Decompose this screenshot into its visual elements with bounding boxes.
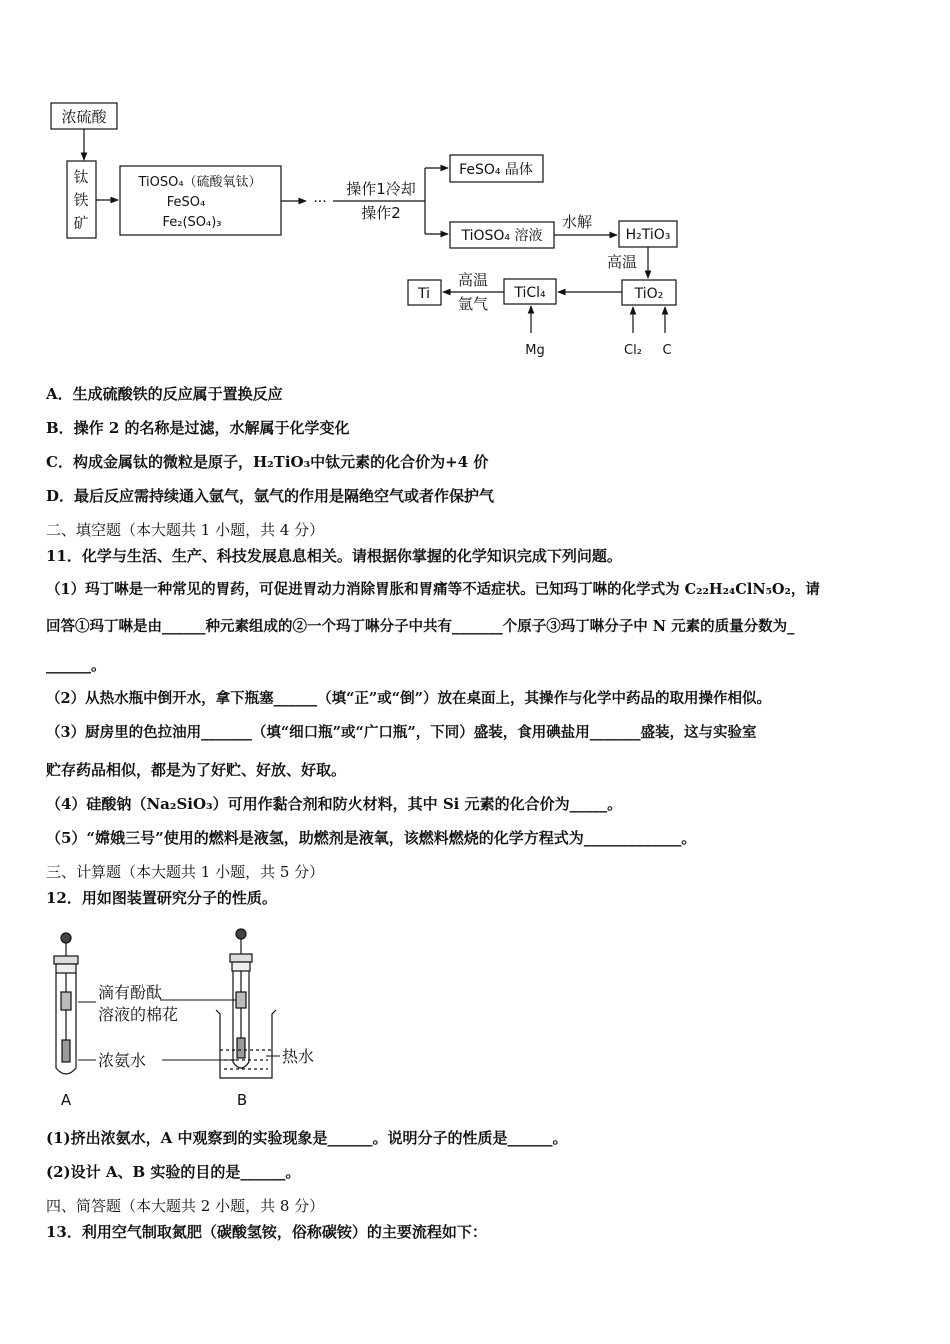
feso4-label: FeSO₄ 晶体 [459,162,533,178]
ore-char-3: 矿 [73,214,89,232]
label-a: A [60,1091,72,1109]
process-flowchart [0,0,950,370]
op-label-bottom: 操作2 [361,204,401,222]
q12-sub2: (2)设计 A、B 实验的目的是______。 [46,1163,301,1181]
q12-stem: 12．用如图装置研究分子的性质。 [46,889,277,907]
label-ammonia: 浓氨水 [98,1051,147,1070]
option-d: D．最后反应需持续通入氩气，氩气的作用是隔绝空气或者作保护气 [46,487,495,505]
q11-part2: （2）从热水瓶中倒开水，拿下瓶塞______（填“正”或“倒”）放在桌面上，其操作与化学中药品的取用操作相似。 [46,690,771,707]
q11-part1-line2: 回答①玛丁啉是由______种元素组成的②一个玛丁啉分子中共有_______个原子③玛丁啉分子中 N 元素的质量分数为_ [46,618,795,635]
apparatus-diagram [40,922,360,1118]
q11-part4: （4）硅酸钠（Na₂SiO₃）可用作黏合剂和防火材料，其中 Si 元素的化合价为_____。 [46,795,623,813]
section-2-heading: 二、填空题（本大题共 1 小题，共 4 分） [46,521,325,539]
q11-part1-line3: ______。 [46,656,107,674]
tube-b [230,929,252,1068]
mix-line-2: FeSO₄ [166,195,206,210]
label-b: B [236,1091,248,1109]
ticl4-label: TiCl₄ [514,285,546,301]
option-c: C．构成金属钛的微粒是原子，H₂TiO₃中钛元素的化合价为+4 价 [46,453,489,471]
q11-part3-line2: 贮存药品相似，都是为了好贮、好放、好取。 [46,761,347,779]
q11-part5: （5）“嫦娥三号”使用的燃料是液氢，助燃剂是液氧，该燃料燃烧的化学方程式为_____________。 [46,829,697,847]
ti-label: Ti [417,286,431,302]
c-label: C [662,343,672,358]
q12-sub1: (1)挤出浓氨水，A 中观察到的实验现象是______。说明分子的性质是______。 [46,1129,568,1147]
label-cotton-2: 溶液的棉花 [98,1005,179,1024]
h2tio3-label: H₂TiO₃ [625,227,671,243]
mix-line-3: Fe₂(SO₄)₃ [162,215,222,230]
section-4-heading: 四、简答题（本大题共 2 小题，共 8 分） [46,1197,325,1215]
tube-a [54,933,78,1074]
q11-part3-line1: （3）厨房里的色拉油用_______（填“细口瓶”或“广口瓶”，下同）盛装，食用碘盐用_______盛装，这与实验室 [46,724,757,741]
ore-char-1: 钛 [73,168,89,186]
mix-line-1: TiOSO₄（硫酸氧钛） [138,175,262,190]
beaker [216,1010,276,1078]
ore-char-2: 铁 [73,191,89,209]
q11-stem: 11．化学与生活、生产、科技发展息息相关。请根据你掌握的化学知识完成下列问题。 [46,547,622,565]
label-cotton-1: 滴有酚酞 [98,983,163,1002]
hydrolysis-label: 水解 [561,213,593,231]
cl2-label: Cl₂ [624,343,642,358]
section-3-heading: 三、计算题（本大题共 1 小题，共 5 分） [46,863,325,881]
argon-label: 氩气 [457,295,489,313]
q11-part1-line1: （1）玛丁啉是一种常见的胃药，可促进胃动力消除胃胀和胃痛等不适症状。已知玛丁啉的化学式为 C₂₂H₂₄ClN₅O₂，请 [46,581,820,598]
label-hot-water: 热水 [282,1047,315,1066]
option-a: A．生成硫酸铁的反应属于置换反应 [46,385,283,403]
dots: ··· [313,194,327,210]
option-b: B．操作 2 的名称是过滤，水解属于化学变化 [46,419,350,437]
q13-stem: 13．利用空气制取氮肥（碳酸氢铵，俗称碳铵）的主要流程如下： [46,1223,487,1241]
tioso4-label: TiOSO₄ 溶液 [461,228,543,244]
op-label-top: 操作1冷却 [346,180,416,198]
mg-label: Mg [525,343,545,358]
tio2-label: TiO₂ [634,286,664,302]
high-temp-label-2: 高温 [457,271,489,289]
high-temp-label-1: 高温 [606,253,638,271]
acid-label: 浓硫酸 [61,108,107,126]
